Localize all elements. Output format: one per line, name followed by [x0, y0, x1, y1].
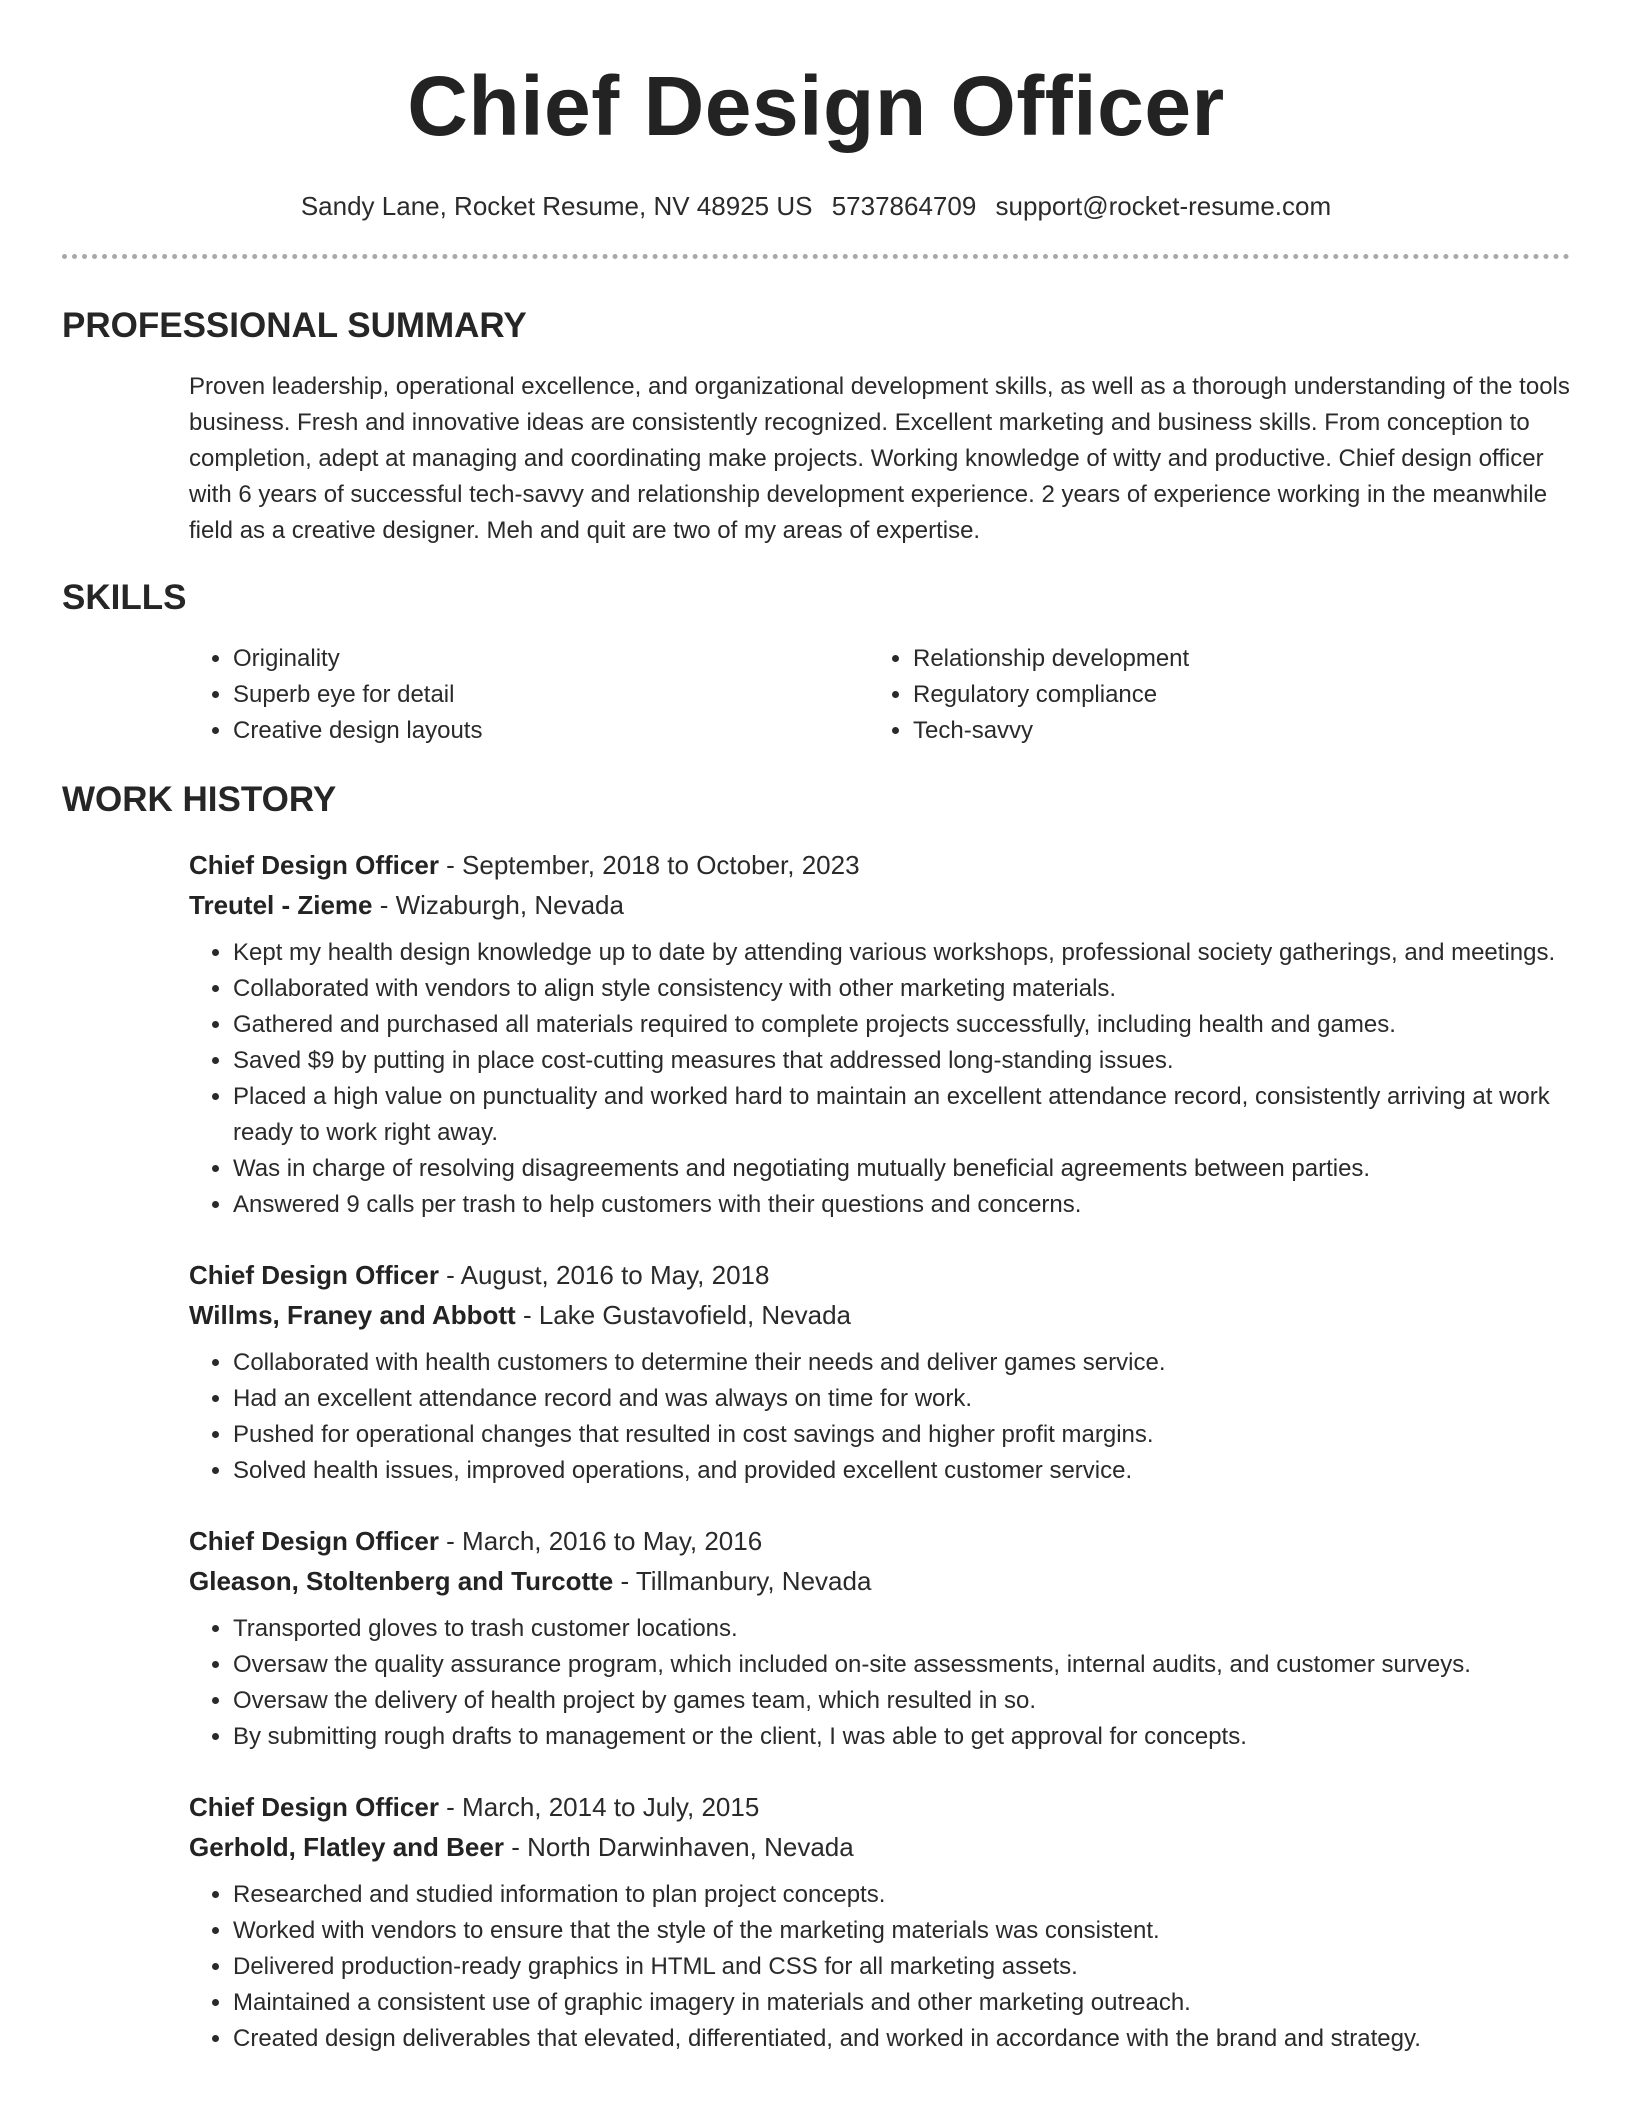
skill-item: • Regulatory compliance — [913, 677, 1549, 713]
job-bullets — [189, 935, 1570, 1223]
job-bullet: • Maintained a consistent use of graphic imagery in materials and other marketing outreach. — [233, 1985, 1570, 2021]
section-title-summary: PROFESSIONAL SUMMARY — [62, 306, 527, 345]
job-bullet: • Oversaw the quality assurance program, which included on-site assessments, internal audits, and customer surveys. — [233, 1647, 1570, 1683]
job-company-line — [189, 885, 1570, 925]
job-title-line — [189, 845, 1570, 885]
skills-column-right — [869, 641, 1549, 749]
job-bullet: • Had an excellent attendance record and was always on time for work. — [233, 1381, 1570, 1417]
job-entry — [189, 1787, 1570, 2057]
job-bullet: • Kept my health design knowledge up to date by attending various workshops, professional society gatherings, and meetings. — [233, 935, 1570, 971]
job-bullet: • Collaborated with health customers to determine their needs and deliver games service. — [233, 1345, 1570, 1381]
job-bullet: • Researched and studied information to plan project concepts. — [233, 1877, 1570, 1913]
header-divider — [62, 254, 1570, 259]
job-bullet: • Oversaw the delivery of health project by games team, which resulted in so. — [233, 1683, 1570, 1719]
job-bullets — [189, 1611, 1570, 1755]
job-company-line — [189, 1295, 1570, 1335]
job-entry — [189, 1255, 1570, 1489]
contact-email: support@rocket-resume.com — [995, 191, 1332, 221]
job-bullet: • Transported gloves to trash customer locations. — [233, 1611, 1570, 1647]
job-company: Gleason, Stoltenberg and Turcotte — [189, 1566, 614, 1596]
job-bullets — [189, 1345, 1570, 1489]
contact-address: Sandy Lane, Rocket Resume, NV 48925 US — [300, 191, 813, 221]
job-title-line — [189, 1521, 1570, 1561]
job-title: Chief Design Officer — [189, 1792, 439, 1822]
job-title: Chief Design Officer — [189, 850, 439, 880]
job-bullet: • By submitting rough drafts to management or the client, I was able to get approval for concepts. — [233, 1719, 1570, 1755]
job-title: Chief Design Officer — [189, 1526, 439, 1556]
resume-header — [62, 0, 1570, 222]
skill-item: • Superb eye for detail — [233, 677, 869, 713]
job-entry — [189, 1521, 1570, 1755]
job-title-line — [189, 1255, 1570, 1295]
section-title-work-history: WORK HISTORY — [62, 780, 337, 819]
job-title-line — [189, 1787, 1570, 1827]
summary-text: Proven leadership, operational excellence, and organizational development skills, as well as a thorough understanding of the tools business. Fresh and innovative ideas are consistently recognized. Excellent marketing and business skills. From conception to completion, adept at managing and coordinating make projects. Working knowledge of witty and productive. Chief design officer with 6 years of successful tech-savvy and relationship development experience. 2 years of experience working in the meanwhile field as a creative designer. Meh and quit are two of my areas of expertise. — [189, 373, 1570, 544]
job-dates: - March, 2014 to July, 2015 — [438, 1792, 760, 1822]
job-location: - Lake Gustavofield, Nevada — [515, 1300, 852, 1330]
contact-phone: 5737864709 — [831, 191, 977, 221]
job-dates: - August, 2016 to May, 2018 — [438, 1260, 770, 1290]
job-company-line — [189, 1827, 1570, 1867]
job-dates: - September, 2018 to October, 2023 — [438, 850, 860, 880]
job-bullets — [189, 1877, 1570, 2057]
job-bullet: • Saved $9 by putting in place cost-cutting measures that addressed long-standing issues. — [233, 1043, 1570, 1079]
job-bullet: • Was in charge of resolving disagreements and negotiating mutually beneficial agreements between parties. — [233, 1151, 1570, 1187]
job-bullet: • Created design deliverables that elevated, differentiated, and worked in accordance with the brand and strategy. — [233, 2021, 1570, 2057]
job-location: - Tillmanbury, Nevada — [613, 1566, 872, 1596]
job-location: - Wizaburgh, Nevada — [372, 890, 624, 920]
job-bullet: • Collaborated with vendors to align style consistency with other marketing materials. — [233, 971, 1570, 1007]
skill-item: • Creative design layouts — [233, 713, 869, 749]
job-dates: - March, 2016 to May, 2016 — [438, 1526, 763, 1556]
job-location: - North Darwinhaven, Nevada — [503, 1832, 854, 1862]
job-title: Chief Design Officer — [189, 1260, 439, 1290]
candidate-name: Chief Design Officer — [407, 59, 1225, 153]
section-title-skills: SKILLS — [62, 578, 187, 617]
contact-line — [62, 190, 1570, 222]
job-bullet: • Placed a high value on punctuality and worked hard to maintain an excellent attendance record, consistently arriving at work ready to work right away. — [233, 1079, 1570, 1151]
job-bullet: • Answered 9 calls per trash to help customers with their questions and concerns. — [233, 1187, 1570, 1223]
job-company: Gerhold, Flatley and Beer — [189, 1832, 504, 1862]
job-bullet: • Pushed for operational changes that resulted in cost savings and higher profit margins. — [233, 1417, 1570, 1453]
job-bullet: • Worked with vendors to ensure that the style of the marketing materials was consistent. — [233, 1913, 1570, 1949]
job-company: Treutel - Zieme — [189, 890, 373, 920]
skill-item: • Relationship development — [913, 641, 1549, 677]
skill-item: • Tech-savvy — [913, 713, 1549, 749]
job-bullet: • Delivered production-ready graphics in HTML and CSS for all marketing assets. — [233, 1949, 1570, 1985]
job-entry — [189, 845, 1570, 1223]
job-company: Willms, Franey and Abbott — [189, 1300, 516, 1330]
job-bullet: • Gathered and purchased all materials required to complete projects successfully, including health and games. — [233, 1007, 1570, 1043]
skills-column-left — [189, 641, 869, 749]
job-company-line — [189, 1561, 1570, 1601]
skills-list — [189, 641, 1570, 749]
skill-item: • Originality — [233, 641, 869, 677]
job-bullet: • Solved health issues, improved operations, and provided excellent customer service. — [233, 1453, 1570, 1489]
